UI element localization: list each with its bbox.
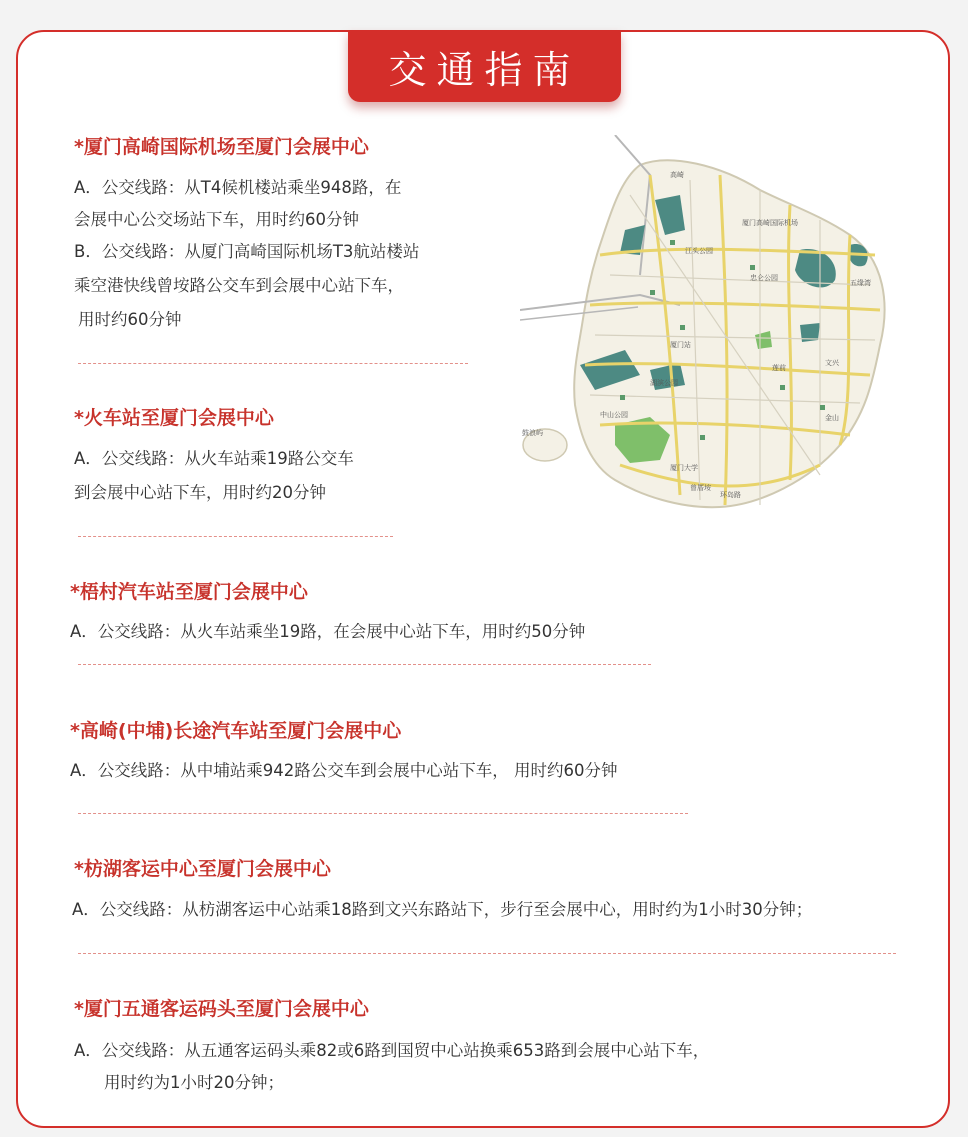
map-label: 莲前 <box>772 364 786 372</box>
section-line: 用时约60分钟 <box>78 310 182 329</box>
section-title-wucun: *梧村汽车站至厦门会展中心 <box>70 581 308 603</box>
map-label: 环岛路 <box>720 491 741 499</box>
map-label: 厦门站 <box>670 341 691 349</box>
section-title-fanghu: *枋湖客运中心至厦门会展中心 <box>74 858 331 880</box>
map-label: 高崎 <box>670 171 684 179</box>
section-title-wutong: *厦门五通客运码头至厦门会展中心 <box>74 998 369 1020</box>
map-label: 忠仑公园 <box>750 274 778 282</box>
section-line: 乘空港快线曾垵路公交车到会展中心站下车， <box>74 276 404 295</box>
map-label: 曾厝垵 <box>690 484 711 492</box>
section-line: 到会展中心站下车，用时约20分钟 <box>74 483 326 502</box>
section-line: A．公交线路：从中埔站乘942路公交车到会展中心站下车， 用时约60分钟 <box>70 761 618 780</box>
section-line: A．公交线路：从五通客运码头乘82或6路到国贸中心站换乘653路到会展中心站下车， <box>74 1041 710 1060</box>
map-label: 湖滨公园 <box>650 379 678 387</box>
section-divider <box>78 813 688 814</box>
section-line: 用时约为1小时20分钟； <box>104 1073 284 1092</box>
map-label: 文兴 <box>825 359 839 367</box>
section-divider <box>78 536 393 537</box>
section-line: A．公交线路：从火车站乘坐19路，在会展中心站下车，用时约50分钟 <box>70 622 586 641</box>
section-line: A．公交线路：从火车站乘19路公交车 <box>74 449 354 468</box>
section-line: A．公交线路：从T4候机楼站乘坐948路，在 <box>74 178 402 197</box>
section-title-gaoqi: *高崎(中埔)长途汽车站至厦门会展中心 <box>70 720 402 742</box>
page-title: 交通指南 <box>348 30 621 102</box>
map-label: 厦门大学 <box>670 464 698 472</box>
section-divider <box>78 664 651 665</box>
map-label: 厦门高崎国际机场 <box>742 219 798 227</box>
map-label: 五缘湾 <box>850 279 871 287</box>
section-line: A．公交线路：从枋湖客运中心站乘18路到文兴东路站下，步行至会展中心，用时约为1小时30分钟； <box>72 900 813 919</box>
section-title-airport: *厦门高崎国际机场至厦门会展中心 <box>74 136 369 158</box>
map-label: 金山 <box>825 414 839 422</box>
map-label: 鼓浪屿 <box>522 429 543 437</box>
section-title-railway: *火车站至厦门会展中心 <box>74 407 274 429</box>
section-divider <box>78 953 896 954</box>
xiamen-map-image <box>520 135 900 525</box>
section-line: 会展中心公交场站下车，用时约60分钟 <box>74 210 359 229</box>
section-line: B．公交线路：从厦门高崎国际机场T3航站楼站 <box>74 242 420 261</box>
map-label: 江头公园 <box>685 247 713 255</box>
map-label: 中山公园 <box>600 411 628 419</box>
section-divider <box>78 363 468 364</box>
